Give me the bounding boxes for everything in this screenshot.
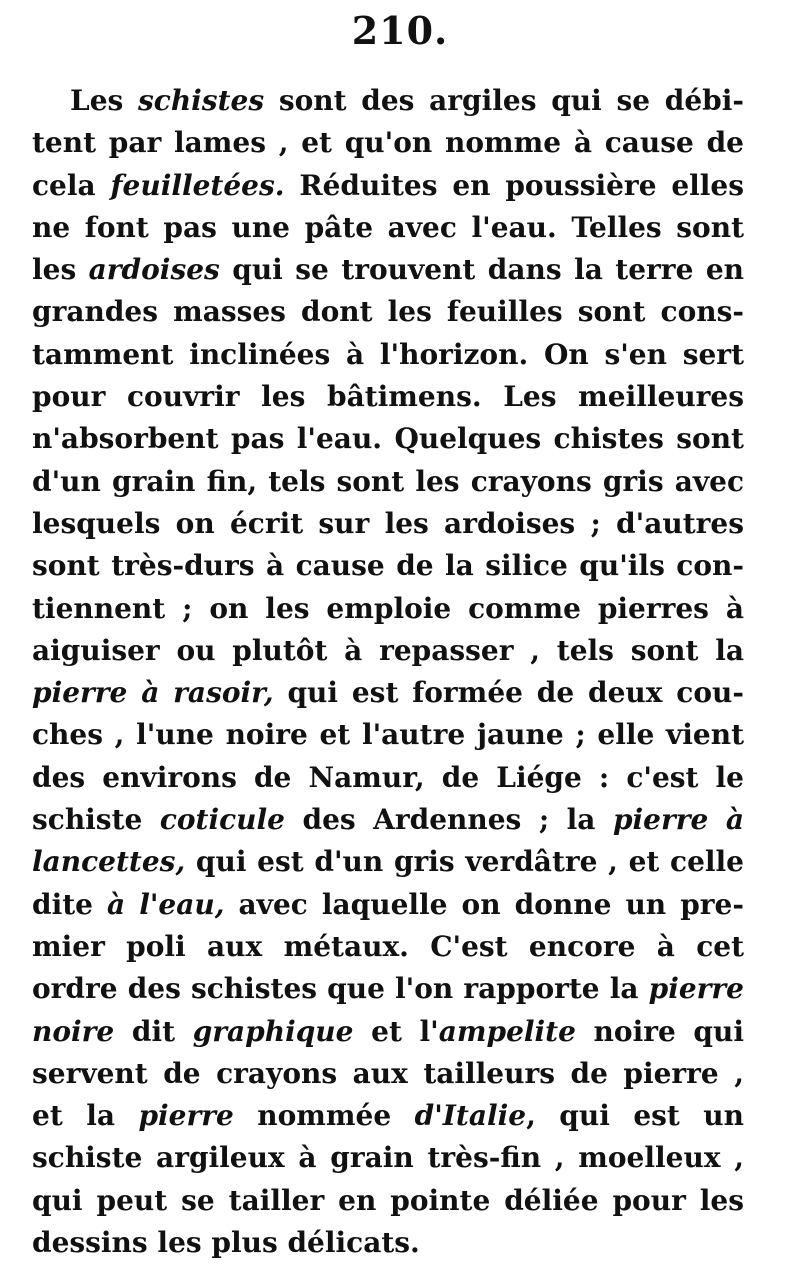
text-run: tiennent ; on les emploie comme pierres à bbox=[32, 591, 744, 625]
text-line bbox=[32, 841, 744, 883]
text-run: lesquels on écrit sur les ardoises ; d'autres bbox=[32, 506, 744, 540]
italic-term: graphique bbox=[192, 1014, 354, 1048]
text-line bbox=[32, 1053, 744, 1095]
text-run: sont très-durs à cause de la silice qu'ils con- bbox=[32, 549, 744, 583]
text-line bbox=[32, 714, 744, 756]
text-run: pour couvrir les bâtimens. Les meilleures bbox=[32, 380, 744, 414]
text-line bbox=[32, 1222, 744, 1264]
text-run: tent par lames , et qu'on nomme à cause de bbox=[32, 126, 744, 160]
text-line bbox=[32, 884, 744, 926]
italic-term: pierre à bbox=[612, 803, 744, 837]
text-run: mier poli aux métaux. C'est encore à cet bbox=[32, 929, 744, 963]
text-run: qui peut se tailler en pointe déliée pour les bbox=[32, 1183, 744, 1217]
text-line bbox=[32, 418, 744, 460]
text-run: les bbox=[32, 253, 89, 287]
text-line bbox=[32, 630, 744, 672]
text-line bbox=[32, 376, 744, 418]
italic-term: lancettes, bbox=[32, 845, 186, 879]
italic-term: coticule bbox=[159, 803, 285, 837]
text-run: dit bbox=[114, 1014, 193, 1048]
italic-term: ardoises bbox=[88, 253, 220, 287]
text-run: et l' bbox=[353, 1014, 439, 1048]
text-run: servent de crayons aux tailleurs de pierre , bbox=[32, 1056, 744, 1090]
text-run: des Ardennes ; la bbox=[284, 803, 613, 837]
text-run: sont des argiles qui se débi- bbox=[264, 84, 745, 117]
text-run: n'absorbent pas l'eau. Quelques chistes sont bbox=[32, 422, 744, 456]
text-line bbox=[32, 461, 744, 503]
text-run: avec laquelle on donne un pre- bbox=[224, 887, 744, 921]
text-run: cela bbox=[32, 168, 111, 202]
text-line bbox=[32, 968, 744, 1010]
italic-term: feuilletées. bbox=[110, 168, 285, 202]
italic-term: pierre bbox=[648, 972, 744, 1006]
text-line bbox=[32, 334, 744, 376]
text-line bbox=[32, 122, 744, 164]
text-run: schiste argileux à grain très-fin , moelleux , bbox=[32, 1141, 744, 1175]
text-run: ne font pas une pâte avec l'eau. Telles sont bbox=[32, 210, 744, 244]
italic-term: pierre à rasoir, bbox=[32, 676, 274, 710]
text-line bbox=[32, 291, 744, 333]
text-line bbox=[32, 80, 744, 122]
italic-term: à l'eau, bbox=[107, 887, 225, 921]
text-run: ordre des schistes que l'on rapporte la bbox=[32, 972, 649, 1006]
text-line bbox=[32, 672, 744, 714]
text-line bbox=[32, 757, 744, 799]
italic-term: d'Italie bbox=[414, 1099, 527, 1133]
text-line bbox=[32, 249, 744, 291]
text-run: Les bbox=[70, 84, 138, 117]
text-line bbox=[32, 926, 744, 968]
text-run: dessins les plus délicats. bbox=[32, 1226, 420, 1260]
text-run: noire qui bbox=[575, 1014, 744, 1048]
page-number: 210. bbox=[351, 8, 449, 53]
text-line bbox=[32, 165, 744, 207]
text-line bbox=[32, 1137, 744, 1179]
text-run: qui est formée de deux cou- bbox=[273, 676, 744, 710]
text-run: des environs de Namur, de Liége : c'est le bbox=[32, 760, 744, 794]
text-run: qui se trouvent dans la terre en bbox=[219, 253, 744, 287]
text-run: qui est d'un gris verdâtre , et celle bbox=[185, 845, 744, 879]
text-run: , qui est un bbox=[526, 1099, 744, 1133]
text-run: ches , l'une noire et l'autre jaune ; elle vient bbox=[32, 718, 744, 752]
text-run: schiste bbox=[32, 803, 160, 837]
italic-term: noire bbox=[32, 1014, 115, 1048]
text-run: Réduites en poussière elles bbox=[284, 168, 745, 202]
italic-term: ampelite bbox=[438, 1014, 576, 1048]
italic-term: schistes bbox=[138, 84, 265, 117]
text-run: tamment inclinées à l'horizon. On s'en sert bbox=[32, 337, 744, 371]
text-line bbox=[32, 503, 744, 545]
text-run: d'un grain fin, tels sont les crayons gris avec bbox=[32, 464, 744, 498]
text-line bbox=[32, 588, 744, 630]
text-line bbox=[32, 1095, 744, 1137]
text-run: grandes masses dont les feuilles sont cons- bbox=[32, 295, 744, 329]
text-run: nommée bbox=[233, 1099, 415, 1133]
text-run: dite bbox=[32, 887, 108, 921]
text-run: et la bbox=[32, 1099, 139, 1133]
text-line bbox=[32, 207, 744, 249]
text-line bbox=[32, 799, 744, 841]
paragraph bbox=[32, 80, 744, 1264]
italic-term: pierre bbox=[138, 1099, 234, 1133]
text-line bbox=[32, 1180, 744, 1222]
text-line bbox=[32, 545, 744, 587]
text-run: aiguiser ou plutôt à repasser , tels sont la bbox=[32, 633, 744, 667]
text-line bbox=[32, 1011, 744, 1053]
